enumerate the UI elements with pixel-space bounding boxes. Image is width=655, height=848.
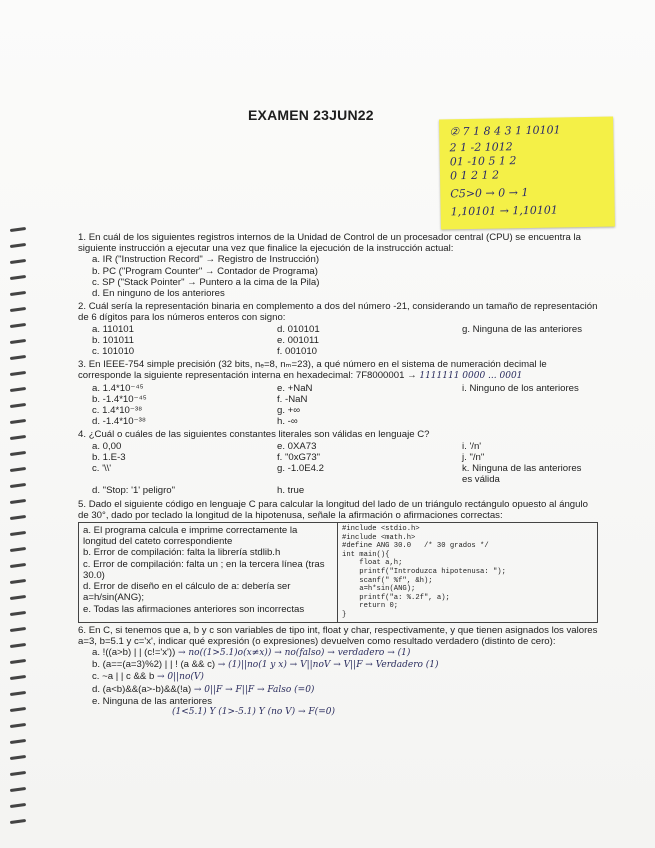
sticky-line-2: 2 1 -2 1012: [449, 140, 513, 155]
spiral-ring: [10, 787, 26, 792]
code-line: #define ANG 30.0 /* 30 grados */: [342, 542, 489, 551]
handwritten-note: → (1)||no(1 y x) → V||noV → V||F → Verdadero (1): [217, 660, 439, 671]
option-a: a. 1.4*10⁻⁴⁵: [92, 382, 144, 394]
spiral-ring: [10, 227, 26, 232]
handwritten-note: (1<5.1) Y (1>-5.1) Y (no V) → F(=0): [172, 707, 335, 718]
spiral-ring: [10, 595, 26, 600]
spiral-ring: [10, 483, 26, 488]
option-d: d. En ninguno de los anteriores: [92, 288, 225, 300]
spiral-ring: [10, 451, 26, 456]
code-line: printf("Introduzca hipotenusa: ");: [342, 568, 506, 577]
handwritten-note: → no((1>5.1)o(x≠x)) → no(falso) → verdadero → (1): [177, 648, 411, 659]
code-listing: [338, 523, 597, 622]
spiral-ring: [10, 723, 26, 728]
option-e: e. Ninguna de las anteriores: [92, 695, 212, 707]
question-number: 2.: [78, 301, 87, 313]
spiral-ring: [10, 691, 26, 696]
option-f: f. 001010: [277, 346, 318, 358]
option-e: e. 0XA73: [277, 440, 317, 452]
spiral-ring: [10, 275, 26, 280]
handwritten-note: 1111111 0000 ... 0001: [419, 371, 523, 382]
option-b: b. (a==(a=3)%2) | | ! (a && c): [92, 659, 216, 671]
option-a: a. 110101: [92, 323, 134, 335]
question-number: 1.: [78, 232, 87, 243]
spiral-ring: [10, 467, 26, 472]
spiral-ring: [10, 259, 26, 264]
notebook-spiral: [10, 228, 28, 838]
code-line: #include <math.h>: [342, 533, 416, 542]
option-c: c. '\\': [92, 463, 112, 475]
spiral-ring: [10, 403, 26, 408]
question-text: En IEEE-754 simple precisión (32 bits, nₑ=8, nₘ=23), a qué número en el sistema de numeración decimal le corresponde la siguiente representación interna en hexadecimal: 7F8000001 →: [78, 359, 547, 382]
sticky-note: [439, 116, 615, 229]
spiral-ring: [10, 531, 26, 536]
question-text: En cuál de los siguientes registros internos de la Unidad de Control de un procesador central (CPU) se encuentra la siguiente instrucción a ejecutar una vez que finalice la ejecución de la instrucción actual:: [78, 232, 581, 255]
question-number: 3.: [78, 359, 87, 371]
question-3: [78, 359, 598, 427]
option-b: b. -1.4*10⁻⁴⁵: [92, 393, 147, 405]
option-i: i. '/n': [462, 440, 482, 452]
spiral-ring: [10, 515, 26, 520]
option-a: a. IR ("Instruction Record" → Registro de Instrucción): [92, 254, 320, 266]
question-number: 5.: [78, 498, 87, 510]
spiral-ring: [10, 435, 26, 440]
spiral-ring: [10, 355, 26, 360]
option-j: j. "/n": [462, 451, 485, 463]
option-g: g. Ninguna de las anteriores: [462, 323, 582, 335]
question-text: Cuál sería la representación binaria en complemento a dos del número -21, considerando un tamaño de representación de 6 dígitos para los números enteros con signo:: [78, 301, 598, 324]
option-c: c. 101010: [92, 346, 135, 358]
option-h: h. -∞: [277, 416, 298, 428]
code-line: scanf(" %f", &h);: [342, 576, 433, 585]
option-c: c. SP ("Stack Pointer" → Puntero a la cima de la Pila): [92, 276, 320, 288]
question-2: [78, 301, 598, 357]
sticky-line-5: C5>0 → 0 → 1: [450, 185, 529, 201]
option-d: d. "Stop: '1' peligro": [92, 485, 176, 497]
question-4: [78, 429, 598, 496]
option-c: c. 1.4*10⁻³⁸: [92, 405, 143, 417]
option-d: d. Error de diseño en el cálculo de a: debería ser a=h/sin(ANG);: [83, 581, 291, 604]
option-b: b. 101011: [92, 334, 134, 346]
spiral-ring: [10, 611, 26, 616]
option-b: b. 1.E-3: [92, 451, 126, 463]
handwritten-note: → 0||F → F||F → Falso (=0): [193, 684, 315, 695]
code-line: a=h*sin(ANG);: [342, 585, 416, 594]
option-a: a. El programa calcula e imprime correctamente la longitud del cateto correspondiente: [83, 525, 298, 548]
option-b: b. Error de compilación: falta la librería stdlib.h: [83, 547, 281, 559]
question-text: ¿Cuál o cuáles de las siguientes constantes literales son válidas en lenguaje C?: [88, 429, 430, 441]
spiral-ring: [10, 547, 26, 552]
spiral-ring: [10, 771, 26, 776]
option-g: g. +∞: [277, 405, 301, 417]
spiral-ring: [10, 243, 26, 248]
statements: [79, 523, 338, 622]
option-i: i. Ninguno de los anteriores: [462, 382, 579, 394]
option-d: d. 010101: [277, 323, 320, 335]
question-text: Dado el siguiente código en lenguaje C para calcular la longitud del lado de un triángulo rectángulo opuesto al ángulo de 30°, dado por teclado la longitud de la hipotenusa, señale la afirmación o afirmaciones correctas:: [78, 498, 588, 521]
spiral-ring: [10, 323, 26, 328]
code-line: int main(){: [342, 550, 390, 559]
code-line: return 0;: [342, 602, 399, 611]
sticky-line-3: 01 -10 5 1 2: [449, 154, 517, 169]
spiral-ring: [10, 819, 26, 824]
exam-questions: [78, 232, 598, 720]
spiral-ring: [10, 307, 26, 312]
spiral-ring: [10, 739, 26, 744]
spiral-ring: [10, 707, 26, 712]
spiral-ring: [10, 419, 26, 424]
code-line: #include <stdio.h>: [342, 525, 420, 534]
option-e: e. +NaN: [277, 382, 313, 394]
question-number: 6.: [78, 624, 87, 636]
option-c: c. ~a | | c && b: [92, 671, 155, 683]
handwritten-note: → 0||no(V): [156, 672, 204, 683]
option-b: b. PC ("Program Counter" → Contador de Programa): [92, 265, 318, 277]
question-1: [78, 232, 598, 299]
code-line: }: [342, 611, 347, 620]
spiral-ring: [10, 579, 26, 584]
question-6: [78, 625, 598, 719]
spiral-ring: [10, 563, 26, 568]
spiral-ring: [10, 643, 26, 648]
code-line: printf("a: %.2f", a);: [342, 593, 450, 602]
code-line: float a,h;: [342, 559, 403, 568]
question-text: En C, si tenemos que a, b y c son variables de tipo int, float y char, respectivamente, y que tienen asignados los valores a=3, b=5.1 y c='x', indicar qué expresión (o expresiones) devuelven como resultado verdadero (distinto de cero):: [78, 624, 598, 647]
option-h: h. true: [277, 485, 305, 497]
option-g: g. -1.0E4.2: [277, 463, 324, 475]
spiral-ring: [10, 675, 26, 680]
option-e: e. Todas las afirmaciones anteriores son incorrectas: [83, 603, 305, 615]
spiral-ring: [10, 387, 26, 392]
sticky-line-1: ② 7 1 8 4 3 1 10101: [449, 123, 561, 139]
spiral-ring: [10, 755, 26, 760]
option-a: a. 0,00: [92, 440, 122, 452]
question-number: 4.: [78, 429, 87, 441]
question-5: [78, 499, 598, 623]
option-e: e. 001011: [277, 334, 319, 346]
option-a: a. !((a>b) | | (c!='x')): [92, 647, 176, 659]
option-f: f. -NaN: [277, 393, 308, 405]
spiral-ring: [10, 659, 26, 664]
sticky-line-6: 1,10101 → 1,10101: [450, 203, 558, 219]
spiral-ring: [10, 371, 26, 376]
sticky-line-4: 0 1 2 1 2: [449, 168, 500, 183]
option-k: k. Ninguna de las anteriores es válida: [462, 463, 582, 486]
question-5-box: [78, 522, 598, 623]
option-d: d. (a<b)&&(a>-b)&&(!a): [92, 683, 192, 695]
page-title: EXAMEN 23JUN22: [248, 107, 374, 123]
spiral-ring: [10, 499, 26, 504]
spiral-ring: [10, 291, 26, 296]
option-d: d. -1.4*10⁻³⁸: [92, 416, 146, 428]
option-f: f. "0xG73": [277, 451, 321, 463]
spiral-ring: [10, 627, 26, 632]
spiral-ring: [10, 339, 26, 344]
option-c: c. Error de compilación: falta un ; en la tercera línea (tras 30.0): [83, 558, 325, 581]
spiral-ring: [10, 803, 26, 808]
